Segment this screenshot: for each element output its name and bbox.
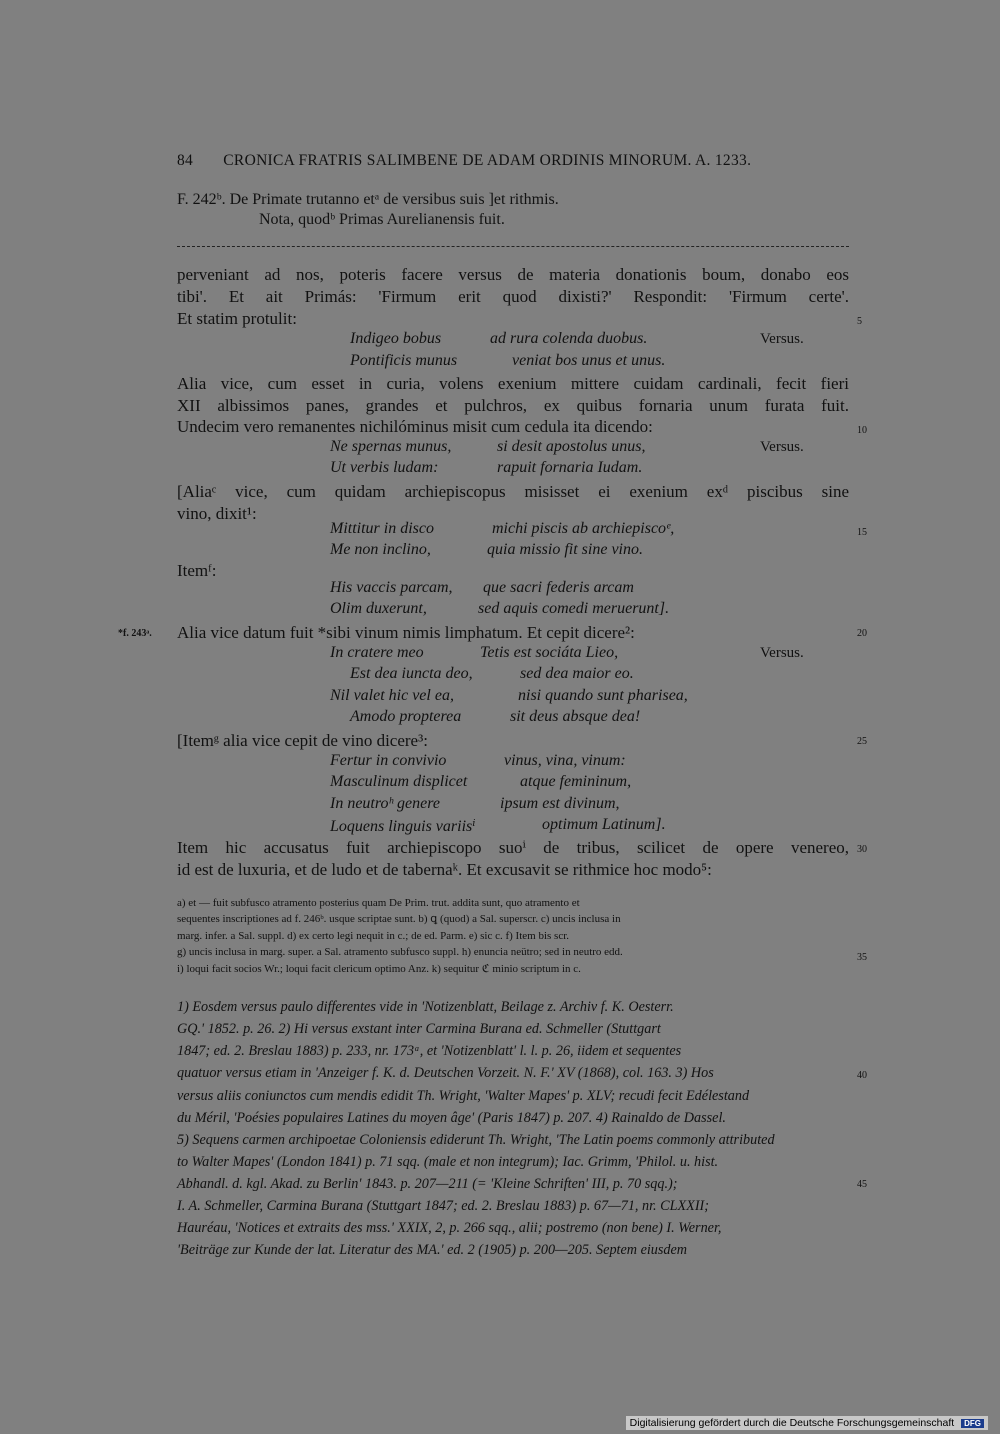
text-line: tibi'. Et ait Primás: 'Firmum erit quod dixisti?' Respondit: 'Firmum certe'. bbox=[177, 287, 849, 306]
line-number: 30 bbox=[857, 844, 867, 855]
footnote-line: Hauréau, 'Notices et extraits des mss.' XXIX, 2, p. 266 sqq., alii; postremo (non bene) I. Werner, bbox=[177, 1220, 722, 1236]
verse-second-half: optimum Latinum]. bbox=[542, 816, 666, 833]
footnote-line: versus aliis coniunctos cum mendis edidit Th. Wright, 'Walter Mapes' p. XLV; recudi fecit Edélestand bbox=[177, 1088, 750, 1104]
funding-footer bbox=[626, 1416, 988, 1430]
verse-second-half: Tetis est sociáta Lieo, bbox=[480, 644, 619, 661]
text-line: id est de luxuria, et de ludo et de tabernaᵏ. Et excusavit se rithmice hoc modo⁵: bbox=[177, 860, 712, 879]
line-number: 35 bbox=[857, 952, 867, 963]
chapter-rubric bbox=[177, 190, 559, 230]
verse-second-half: veniat bos unus et unus. bbox=[512, 352, 666, 369]
apparatus-line: g) uncis inclusa in marg. super. a Sal. atramento subfusco suppl. h) enuncia neütro; sed in neutro edd. bbox=[177, 946, 623, 958]
text-line: [Aliaᶜ vice, cum quidam archiepiscopus misisset ei exenium exᵈ piscibus sine bbox=[177, 482, 849, 501]
footnote-line: 5) Sequens carmen archipoetae Coloniensis ediderunt Th. Wright, 'The Latin poems commonly attributed bbox=[177, 1132, 775, 1148]
text-line: Undecim vero remanentes nichilóminus misit cum cedula ita dicendo: bbox=[177, 417, 653, 436]
verse-second-half: michi piscis ab archiepiscoᵉ, bbox=[492, 520, 675, 537]
apparatus-line: i) loqui facit socios Wr.; loqui facit clericum optimo Anz. k) sequitur ℭ minio scriptum in c. bbox=[177, 963, 581, 975]
dfg-logo: DFG bbox=[961, 1419, 984, 1428]
verse-first-half: Ne spernas munus, bbox=[330, 438, 452, 455]
text-line: Alia vice, cum esset in curia, volens exenium mittere cuidam cardinali, fecit fieri bbox=[177, 374, 849, 393]
line-number: 5 bbox=[857, 316, 862, 327]
footnote-line: 'Beiträge zur Kunde der lat. Literatur des MA.' ed. 2 (1905) p. 200—205. Septem eiusdem bbox=[177, 1242, 688, 1258]
verse-second-half: nisi quando sunt pharisea, bbox=[518, 687, 688, 704]
line-number: 15 bbox=[857, 527, 867, 538]
line-number: 25 bbox=[857, 736, 867, 747]
footnote-line: I. A. Schmeller, Carmina Burana (Stuttgart 1847; ed. 2. Breslau 1883) p. 67—71, nr. CLXXII; bbox=[177, 1198, 710, 1214]
folio-margin-note: *f. 243ᵃ. bbox=[118, 628, 152, 639]
verse-first-half: Amodo propterea bbox=[350, 708, 462, 725]
apparatus-line: marg. infer. a Sal. suppl. d) ex certo legi nequit in c.; de ed. Parm. e) sic c. f) Item bis scr. bbox=[177, 930, 570, 942]
rubric-line: F. 242ᵇ. De Primate trutanno etᵃ de versibus suis ]et rithmis. bbox=[177, 191, 559, 208]
line-number: 10 bbox=[857, 425, 867, 436]
verse-second-half: si desit apostolus unus, bbox=[497, 438, 646, 455]
text-line: perveniant ad nos, poteris facere versus de materia donationis boum, donabo eos bbox=[177, 265, 849, 284]
verse-second-half: rapuit fornaria Iudam. bbox=[497, 459, 643, 476]
rubric-line: Nota, quodᵇ Primas Aurelianensis fuit. bbox=[259, 211, 505, 228]
footnote-line: GQ.' 1852. p. 26. 2) Hi versus exstant inter Carmina Burana ed. Schmeller (Stuttgart bbox=[177, 1021, 661, 1037]
footnote-line: 1847; ed. 2. Breslau 1883) p. 233, nr. 173ᵃ, et 'Notizenblatt' l. l. p. 26, iidem et sequentes bbox=[177, 1043, 682, 1059]
verse-first-half: Nil valet hic vel ea, bbox=[330, 687, 454, 704]
footer-text: Digitalisierung gefördert durch die Deutsche Forschungsgemeinschaft bbox=[629, 1417, 955, 1429]
footnote-line: to Walter Mapes' (London 1841) p. 71 sqq. (male et non integrum); Iac. Grimm, 'Philol. u. hist. bbox=[177, 1154, 719, 1170]
text-line: Item hic accusatus fuit archiepiscopo suoⁱ de tribus, scilicet de opere venereo, bbox=[177, 838, 849, 857]
footnote-line: quatuor versus etiam in 'Anzeiger f. K. d. Deutschen Vorzeit. N. F.' XV (1868), col. 163. 3) Hos bbox=[177, 1065, 714, 1081]
footnote-line: 1) Eosdem versus paulo differentes vide in 'Notizenblatt, Beilage z. Archiv f. K. Oesterr. bbox=[177, 999, 674, 1015]
verse-second-half: sed aquis comedi meruerunt]. bbox=[478, 600, 670, 617]
text-line: Itemᶠ: bbox=[177, 561, 217, 580]
verse-second-half: vinus, vina, vinum: bbox=[504, 752, 626, 769]
verse-first-half: Mittitur in disco bbox=[330, 520, 434, 537]
verse-marker: Versus. bbox=[760, 439, 804, 455]
text-line: vino, dixit¹: bbox=[177, 504, 257, 523]
apparatus-line: sequentes inscriptiones ad f. 246ᵇ. usque scriptae sunt. b) ꝗ (quod) a Sal. superscr. c) uncis inclusa in bbox=[177, 913, 621, 925]
verse-first-half: In neutroʰ genere bbox=[330, 795, 440, 812]
running-head bbox=[177, 152, 751, 170]
verse-first-half: Fertur in convivio bbox=[330, 752, 447, 769]
verse-marker: Versus. bbox=[760, 645, 804, 661]
verse-first-half: In cratere meo bbox=[330, 644, 424, 661]
line-number: 40 bbox=[857, 1070, 867, 1081]
apparatus-line: a) et — fuit subfusco atramento posterius quam De Prim. trut. addita sunt, quo atramento et bbox=[177, 897, 580, 909]
running-title: CRONICA FRATRIS SALIMBENE DE ADAM ORDINIS MINORUM. A. 1233. bbox=[223, 152, 752, 169]
verse-first-half: Olim duxerunt, bbox=[330, 600, 427, 617]
verse-first-half: Masculinum displicet bbox=[330, 773, 468, 790]
verse-second-half: sed dea maior eo. bbox=[520, 665, 634, 682]
text-line: XII albissimos panes, grandes et pulchros, ex quibus fornaria unum furata fuit. bbox=[177, 396, 849, 415]
verse-second-half: atque femininum, bbox=[520, 773, 632, 790]
verse-first-half: Est dea iuncta deo, bbox=[350, 665, 473, 682]
text-line: [Itemᵍ alia vice cepit de vino dicere³: bbox=[177, 731, 428, 750]
verse-first-half: Ut verbis ludam: bbox=[330, 459, 439, 476]
divider-rule bbox=[177, 246, 849, 247]
verse-first-half: Loquens linguis variisⁱ bbox=[330, 818, 476, 835]
text-line: Alia vice datum fuit *sibi vinum nimis limphatum. Et cepit dicere²: bbox=[177, 623, 635, 642]
verse-first-half: His vaccis parcam, bbox=[330, 579, 453, 596]
verse-second-half: sit deus absque dea! bbox=[510, 708, 641, 725]
verse-second-half: que sacri federis arcam bbox=[483, 579, 634, 596]
verse-first-half: Indigeo bobus bbox=[350, 330, 442, 347]
verse-first-half: Me non inclino, bbox=[330, 541, 431, 558]
line-number: 45 bbox=[857, 1179, 867, 1190]
verse-marker: Versus. bbox=[760, 331, 804, 347]
verse-second-half: ad rura colenda duobus. bbox=[490, 330, 648, 347]
footnote-line: du Méril, 'Poésies populaires Latines du moyen âge' (Paris 1847) p. 207. 4) Rainaldo de Dassel. bbox=[177, 1110, 726, 1126]
verse-second-half: ipsum est divinum, bbox=[500, 795, 620, 812]
verse-second-half: quia missio fit sine vino. bbox=[487, 541, 643, 558]
footnote-line: Abhandl. d. kgl. Akad. zu Berlin' 1843. p. 207—211 (= 'Kleine Schriften' III, p. 70 sqq.); bbox=[177, 1176, 678, 1192]
text-line: Et statim protulit: bbox=[177, 309, 297, 328]
line-number: 20 bbox=[857, 628, 867, 639]
page-number: 84 bbox=[177, 152, 194, 169]
verse-first-half: Pontificis munus bbox=[350, 352, 458, 369]
